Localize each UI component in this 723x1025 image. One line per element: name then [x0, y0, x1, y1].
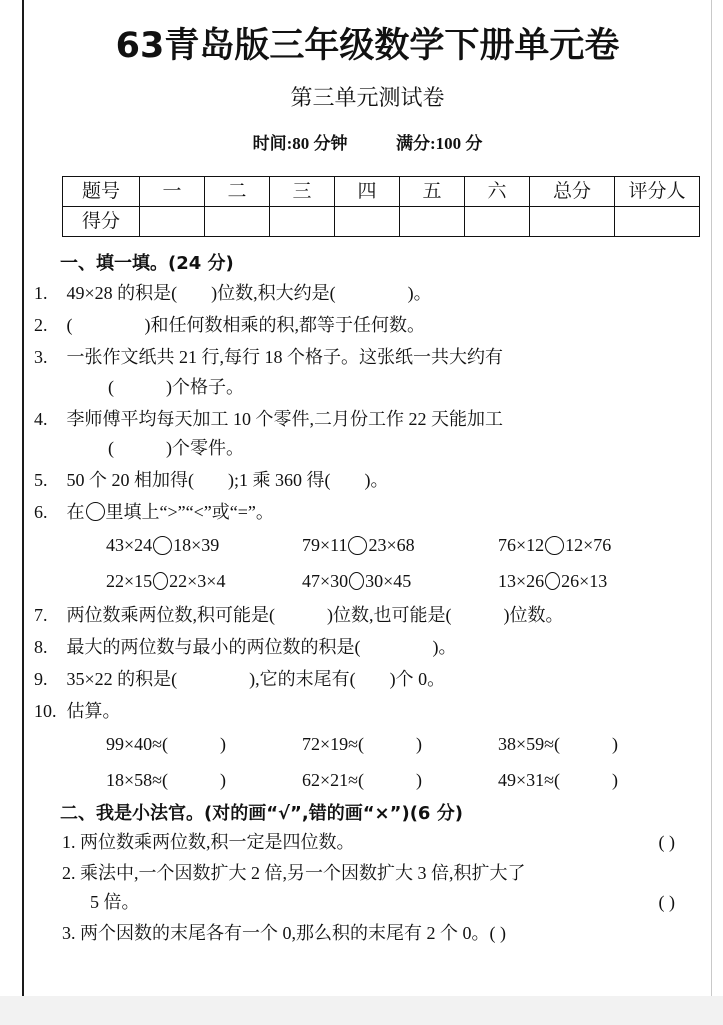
question-6-text-a: 在: [66, 502, 85, 523]
comparison-item-6: [498, 564, 694, 598]
score-table-row-label-0: 题号: [63, 176, 140, 206]
estimation-item-5-close: ): [416, 769, 423, 790]
section-fill-in-blanks: [34, 251, 697, 797]
estimation-item-3: [498, 727, 694, 761]
judgement-1-index: 1.: [62, 831, 76, 852]
score-table-col-0: 一: [140, 176, 205, 206]
question-9-text-a: 35×22 的积是(: [66, 669, 178, 690]
question-5-text-c: )。: [364, 470, 389, 491]
question-4: 4. 李师傅平均每天加工 10 个零件,二月份工作 22 天能加工: [34, 408, 503, 429]
judgement-2-continuation: [38, 888, 697, 917]
comparison-item-4-left: 22×15: [106, 570, 153, 591]
question-7-text-a: 两位数乘两位数,积可能是(: [66, 604, 275, 625]
score-table-col-5: 六: [465, 176, 530, 206]
section-1-heading: 一、填一填。(24 分): [60, 252, 234, 274]
score-cell-2[interactable]: [270, 206, 335, 236]
comparison-item-5-right: 30×45: [365, 570, 412, 591]
judgement-2-text: 乘法中,一个因数扩大 2 倍,另一个因数扩大 3 倍,积扩大了: [80, 863, 526, 884]
comparison-circle-icon: [86, 502, 105, 521]
total-score-label: 满分:100 分: [396, 133, 483, 153]
question-8-text-b: )。: [432, 636, 457, 657]
question-7-text-c: )位数。: [503, 604, 564, 625]
page-right-edge-rule: [711, 0, 712, 996]
comparison-item-3: [498, 528, 694, 562]
score-table-col-6: 总分: [530, 176, 615, 206]
comparison-row-2: [38, 564, 697, 598]
question-4-continuation: [38, 434, 697, 463]
estimation-item-4-close: ): [220, 769, 227, 790]
comparison-item-2-left: 79×11: [302, 535, 348, 556]
comparison-item-1: [106, 528, 302, 562]
answer-circle-icon[interactable]: [545, 572, 560, 590]
answer-circle-icon[interactable]: [545, 536, 564, 555]
score-cell-5[interactable]: [465, 206, 530, 236]
question-1-text-a: 49×28 的积是(: [66, 283, 178, 304]
estimation-item-5: [302, 763, 498, 797]
question-3-text-a: 一张作文纸共 21 行,每行 18 个格子。这张纸一共大约有: [66, 347, 503, 368]
judgement-1: [38, 828, 697, 857]
estimation-item-4-expr: 18×58≈(: [106, 769, 169, 790]
question-2-text-a: (: [66, 315, 73, 336]
question-3-continuation: [38, 373, 697, 402]
judgement-3-text: 两个因数的末尾各有一个 0,那么积的末尾有 2 个 0。: [80, 923, 490, 944]
judgement-3-index: 3.: [62, 923, 76, 944]
page-subtitle: 第三单元测试卷: [290, 84, 445, 110]
question-9-text-b: ),它的末尾有(: [249, 669, 356, 690]
question-8-text-a: 最大的两位数与最小的两位数的积是(: [66, 636, 361, 657]
page-bottom-band: [0, 996, 723, 1025]
time-limit-label: 时间:80 分钟: [252, 133, 348, 153]
score-table-col-7: 评分人: [615, 176, 700, 206]
answer-circle-icon[interactable]: [349, 572, 364, 590]
estimation-item-1-expr: 99×40≈(: [106, 734, 169, 755]
comparison-item-6-right: 26×13: [561, 570, 608, 591]
estimation-item-6-expr: 49×31≈(: [498, 769, 561, 790]
estimation-item-1-close: ): [220, 734, 227, 755]
question-4-cont-a: (: [108, 437, 114, 458]
comparison-item-3-right: 12×76: [565, 535, 612, 556]
question-4-text-a: 李师傅平均每天加工 10 个零件,二月份工作 22 天能加工: [66, 408, 503, 429]
question-6-text-b: 里填上“>”“<”或“=”。: [105, 502, 274, 523]
estimation-item-6: [498, 763, 694, 797]
comparison-item-4-right: 22×3×4: [169, 570, 226, 591]
question-3-cont-b: )个格子。: [166, 376, 244, 397]
question-1-text-c: )。: [407, 283, 432, 304]
estimation-item-2: [302, 727, 498, 761]
comparison-item-2-right: 23×68: [368, 535, 415, 556]
comparison-item-5: [302, 564, 498, 598]
comparison-row-1: [38, 528, 697, 562]
comparison-item-6-left: 13×26: [498, 570, 545, 591]
question-4-cont-b: )个零件。: [166, 437, 244, 458]
score-table-col-4: 五: [400, 176, 465, 206]
answer-circle-icon[interactable]: [348, 536, 367, 555]
comparison-item-4: [106, 564, 302, 598]
score-cell-1[interactable]: [205, 206, 270, 236]
estimation-row-2: [38, 763, 697, 797]
estimation-item-5-expr: 62×21≈(: [302, 769, 365, 790]
question-8: 8. 最大的两位数与最小的两位数的积是( )。: [34, 636, 457, 657]
estimation-item-3-expr: 38×59≈(: [498, 734, 561, 755]
estimation-item-3-close: ): [612, 734, 619, 755]
comparison-item-1-right: 18×39: [173, 535, 220, 556]
question-7-text-b: )位数,也可能是(: [327, 604, 452, 625]
score-cell-7[interactable]: [615, 206, 700, 236]
question-5: 5. 50 个 20 相加得( );1 乘 360 得( )。: [34, 470, 389, 491]
question-7: 7. 两位数乘两位数,积可能是( )位数,也可能是( )位数。: [34, 604, 564, 625]
score-table-col-1: 二: [205, 176, 270, 206]
estimation-item-4: [106, 763, 302, 797]
score-table: [62, 176, 700, 237]
judgement-2-answer[interactable]: ( ): [658, 892, 675, 913]
estimation-item-1: [106, 727, 302, 761]
answer-circle-icon[interactable]: [153, 536, 172, 555]
score-cell-0[interactable]: [140, 206, 205, 236]
comparison-item-2: [302, 528, 498, 562]
table-row-header: [63, 176, 700, 206]
estimation-item-6-close: ): [612, 769, 619, 790]
estimation-row-1: [38, 727, 697, 761]
score-table-wrapper: [38, 176, 697, 237]
score-cell-6[interactable]: [530, 206, 615, 236]
judgement-1-text: 两位数乘两位数,积一定是四位数。: [80, 831, 355, 852]
section-2-heading: 二、我是小法官。(对的画“√”,错的画“×”)(6 分): [60, 802, 463, 824]
score-table-col-3: 四: [335, 176, 400, 206]
score-table-row-label-1: 得分: [63, 206, 140, 236]
table-row-scores: [63, 206, 700, 236]
score-cell-4[interactable]: [400, 206, 465, 236]
estimation-item-2-expr: 72×19≈(: [302, 734, 365, 755]
section-true-false: [38, 801, 697, 949]
question-10-text-a: 估算。: [66, 701, 121, 722]
question-1-text-b: )位数,积大约是(: [211, 283, 336, 304]
score-cell-3[interactable]: [335, 206, 400, 236]
question-9-text-c: )个 0。: [389, 669, 446, 690]
judgement-1-answer[interactable]: ( ): [658, 831, 675, 852]
page-title: 63青岛版三年级数学下册单元卷: [115, 26, 620, 66]
score-table-col-2: 三: [270, 176, 335, 206]
comparison-item-1-left: 43×24: [106, 535, 153, 556]
question-2: 2. ( )和任何数相乘的积,都等于任何数。: [34, 315, 425, 336]
comparison-item-3-left: 76×12: [498, 535, 545, 556]
answer-circle-icon[interactable]: [153, 572, 168, 590]
exam-meta: [38, 129, 697, 154]
worksheet-sheet: [24, 0, 711, 996]
question-1: 1. 49×28 的积是( )位数,积大约是( )。: [34, 283, 432, 304]
estimation-item-2-close: ): [416, 734, 423, 755]
question-5-text-a: 50 个 20 相加得(: [66, 470, 194, 491]
question-10: 10. 估算。: [34, 701, 121, 722]
question-3: 3. 一张作文纸共 21 行,每行 18 个格子。这张纸一共大约有: [34, 347, 503, 368]
question-2-text-b: )和任何数相乘的积,都等于任何数。: [144, 315, 425, 336]
judgement-3: [38, 919, 697, 948]
comparison-item-5-left: 47×30: [302, 570, 349, 591]
judgement-2-index: 2.: [62, 863, 76, 884]
question-6: 6. 在 里填上“>”“<”或“=”。: [34, 502, 274, 523]
question-9: 9. 35×22 的积是( ),它的末尾有( )个 0。: [34, 669, 446, 690]
question-5-text-b: );1 乘 360 得(: [228, 470, 331, 491]
judgement-2-cont-text: 5 倍。: [90, 892, 140, 913]
judgement-3-answer[interactable]: ( ): [489, 923, 506, 944]
judgement-2: [38, 859, 697, 888]
question-3-cont-a: (: [108, 376, 114, 397]
